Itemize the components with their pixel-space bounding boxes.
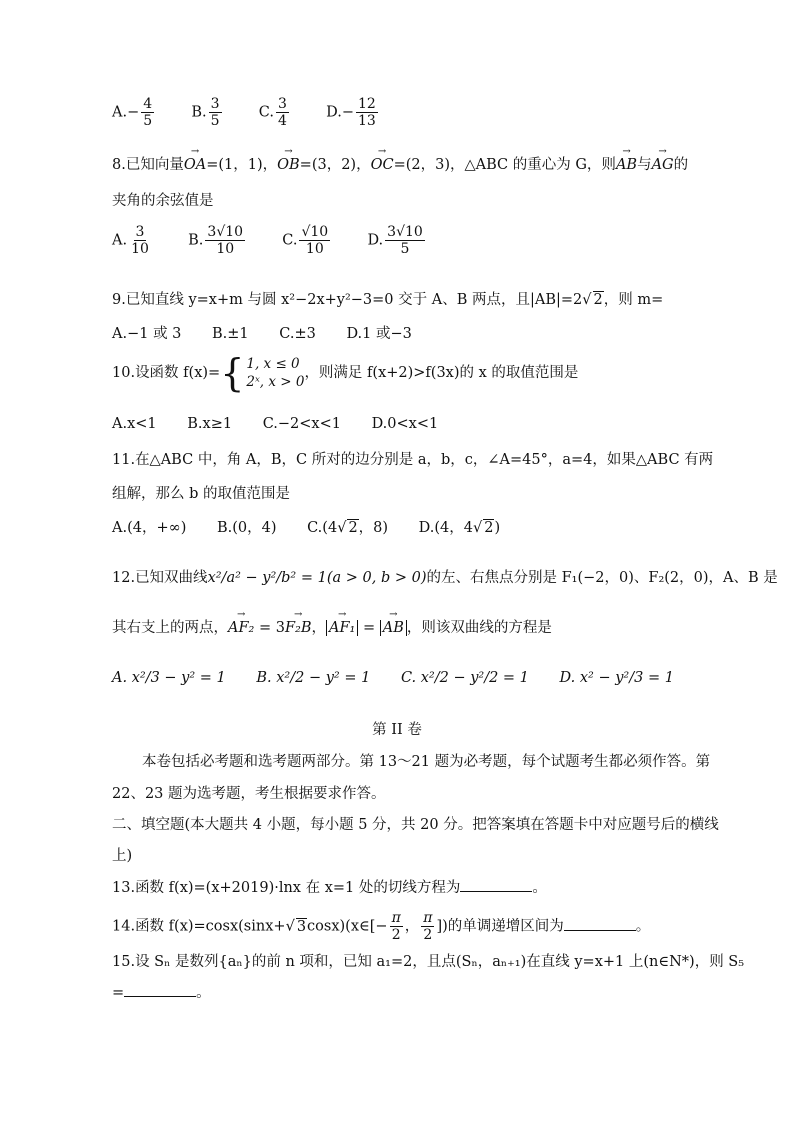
q8-option-a-label: A. bbox=[112, 232, 128, 249]
q9-stem bbox=[112, 288, 663, 309]
q11-option-d-part2: ) bbox=[494, 520, 501, 536]
q8-option-b-label: B. bbox=[188, 232, 204, 249]
q12-text-1: 已知双曲线 bbox=[135, 570, 208, 586]
q10-stem bbox=[112, 351, 579, 395]
q14-frac-1-num: π bbox=[391, 910, 401, 926]
q10-case-2: 2ˣ, x > 0 bbox=[246, 374, 305, 390]
q9-option-a: A.−1 或 3 bbox=[112, 326, 182, 342]
q14-frac-1 bbox=[390, 910, 403, 943]
q7-option-c-frac bbox=[276, 96, 289, 129]
q12-option-c: C. x²/2 − y²/2 = 1 bbox=[400, 670, 529, 686]
q12-hyperbola-equation: x²/a² − y²/b² = 1(a > 0, b > 0) bbox=[207, 570, 427, 586]
q7-option-d-label: D. bbox=[326, 104, 342, 121]
q14-stem: 14.函数 f(x)=cosx(sinx+√ 3cosx)(x∈[− $\frac{\pi}{2}$ ， $\frac{\pi}{2}$ ])的单调递增区间为 。 bbox=[112, 910, 651, 944]
part2-intro-line2: 22、23 题为选考题，考生根据要求作答。 bbox=[112, 786, 386, 802]
q9-number: 9. bbox=[112, 292, 126, 308]
q11-option-c-part2: ，8) bbox=[358, 520, 389, 536]
q12-number: 12. bbox=[112, 570, 136, 586]
q8-vector-ab: → AB bbox=[616, 157, 637, 173]
q12-option-a: A. x²/3 − y² = 1 bbox=[112, 670, 226, 686]
q10-option-a: A.x<1 bbox=[112, 416, 157, 432]
q12-stem-line2 bbox=[112, 616, 552, 637]
q15-equals: = bbox=[112, 985, 125, 1001]
q12-text-4: ，则该双曲线的方程是 bbox=[406, 620, 552, 636]
q7-option-d-den: 13 bbox=[358, 113, 376, 130]
q10-text-1: 设函数 f(x)= bbox=[135, 365, 221, 381]
q12-abs-ab bbox=[380, 620, 407, 636]
q8-options bbox=[112, 224, 427, 257]
q11-option-d-radicand: 2 bbox=[484, 520, 494, 536]
q10-case-1: 1, x ≤ 0 bbox=[246, 355, 300, 372]
q7-option-b-num: 3 bbox=[210, 96, 220, 112]
q8-stem-line2: 夹角的余弦值是 bbox=[112, 193, 214, 209]
q8-vector-ob: → OB bbox=[277, 157, 300, 173]
q9-sqrt: √ 2 bbox=[582, 292, 603, 308]
q10-options bbox=[112, 416, 438, 432]
q8-text-1: 已知向量 bbox=[125, 157, 184, 173]
q11-option-d: D.(4，4√ 2) bbox=[418, 520, 501, 536]
q7-option-b-label: B. bbox=[191, 104, 207, 121]
q8-text-6: 的 bbox=[673, 157, 689, 173]
q14-end: 。 bbox=[635, 918, 651, 935]
q8-vector-ag: → AG bbox=[652, 157, 674, 173]
q12-text-2: 的左、右焦点分别是 F₁(−2，0)、F₂(2，0)，A、B 是 bbox=[426, 570, 778, 586]
q14-frac-1-den: 2 bbox=[391, 927, 401, 944]
q10-brace-icon: { bbox=[220, 351, 245, 395]
q13-text: 函数 f(x)=(x+2019)·lnx 在 x=1 处的切线方程为 bbox=[135, 880, 461, 896]
q7-option-d-frac bbox=[356, 96, 378, 129]
q7-option-c-num: 3 bbox=[277, 96, 287, 112]
q10-number: 10. bbox=[112, 365, 136, 381]
q12-vector-ab: → AB bbox=[383, 620, 404, 636]
q14-frac-2-den: 2 bbox=[423, 927, 433, 944]
q8-text-2: =(1，1)， bbox=[206, 157, 278, 173]
q7-option-a-num: 4 bbox=[143, 96, 153, 112]
q11-option-c-radicand: 2 bbox=[348, 520, 358, 536]
q8-option-c-num: √10 bbox=[301, 224, 329, 240]
q12-vector-af1: → AF₁ bbox=[329, 620, 355, 636]
q8-text-3: =(3，2)， bbox=[299, 157, 371, 173]
q11-stem-line1 bbox=[112, 448, 713, 469]
q13-end: 。 bbox=[532, 880, 547, 896]
part2-title: 第 II 卷 bbox=[372, 722, 422, 738]
q7-option-d-sign: − bbox=[341, 104, 354, 121]
q11-option-c: C.(4√ 2，8) bbox=[307, 520, 389, 536]
q12-text-3: 其右支上的两点， bbox=[112, 620, 228, 636]
q8-text-5: 与 bbox=[637, 157, 652, 173]
q8-option-c-label: C. bbox=[282, 232, 298, 249]
q14-frac-2 bbox=[421, 910, 434, 943]
q15-text-1: 设 Sₙ 是数列{aₙ}的前 n 项和，已知 a₁=2，且点(Sₙ，aₙ₊₁)在直线 y=x+1 上(n∈N*)，则 S₅ bbox=[135, 954, 745, 970]
q8-option-d-label: D. bbox=[367, 232, 384, 249]
q8-option-c-den: 10 bbox=[305, 241, 324, 258]
q8-vector-oc: → OC bbox=[371, 157, 394, 173]
q13-answer-blank[interactable] bbox=[460, 877, 532, 892]
q12-equals: = bbox=[358, 620, 380, 636]
q12-vector-f2b: → F₂B bbox=[285, 620, 312, 636]
q12-options bbox=[112, 670, 674, 686]
q9-option-c: C.±3 bbox=[279, 326, 316, 342]
q9-option-d: D.1 或−3 bbox=[346, 326, 412, 342]
q7-option-c-label: C. bbox=[258, 104, 274, 121]
q13-stem bbox=[112, 876, 547, 897]
q15-stem-line2 bbox=[112, 981, 211, 1002]
q14-sqrt-radicand: 3 bbox=[296, 918, 307, 935]
part2-intro-line1: 本卷包括必考题和选考题两部分。第 13～21 题为必考题，每个试题考生都必须作答。第 bbox=[142, 754, 711, 770]
q12-equals-3: = 3 bbox=[254, 620, 285, 636]
q7-option-a-den: 5 bbox=[143, 113, 153, 130]
q8-option-a-den: 10 bbox=[131, 241, 149, 258]
q7-options bbox=[112, 96, 380, 129]
q10-piecewise bbox=[220, 351, 305, 395]
section-heading-line1: 二、填空题(本大题共 4 小题，每小题 5 分，共 20 分。把答案填在答题卡中对应题号后的横线 bbox=[112, 817, 719, 833]
q8-option-d-den: 5 bbox=[400, 241, 410, 258]
q11-option-d-part1: D.(4，4 bbox=[418, 520, 473, 536]
q7-option-b-frac bbox=[209, 96, 222, 129]
q10-option-c: C.−2<x<1 bbox=[262, 416, 341, 432]
q9-text-2: ，则 m= bbox=[603, 292, 664, 308]
q9-text-1: 已知直线 y=x+m 与圆 x²−2x+y²−3=0 交于 A、B 两点，且|AB|=2 bbox=[125, 292, 583, 308]
q10-option-d: D.0<x<1 bbox=[371, 416, 439, 432]
q8-option-c-frac bbox=[299, 224, 330, 257]
q8-stem-line1 bbox=[112, 153, 688, 174]
q12-option-d: D. x² − y²/3 = 1 bbox=[559, 670, 674, 686]
q8-vector-oa: → OA bbox=[184, 157, 206, 173]
q12-option-b: B. x²/2 − y² = 1 bbox=[256, 670, 371, 686]
q15-number: 15. bbox=[112, 954, 136, 970]
q14-text-4: ])的单调递增区间为 bbox=[436, 918, 564, 935]
q8-option-b-den: 10 bbox=[216, 241, 235, 258]
q11-option-a: A.(4，+∞) bbox=[112, 520, 187, 536]
q8-option-a-frac bbox=[129, 224, 151, 257]
q15-answer-blank[interactable] bbox=[124, 982, 196, 997]
q9-options bbox=[112, 322, 412, 343]
q14-text-2: cosx)(x∈[− bbox=[307, 918, 388, 935]
q12-vector-af2: → AF₂ bbox=[228, 620, 254, 636]
q10-option-b: B.x≥1 bbox=[187, 416, 233, 432]
q7-option-d-num: 12 bbox=[358, 96, 376, 112]
q7-option-a-frac bbox=[141, 96, 154, 129]
q8-option-d-frac bbox=[385, 224, 425, 257]
q11-option-c-part1: C.(4 bbox=[307, 520, 338, 536]
q11-text-1: 在△ABC 中，角 A，B，C 所对的边分别是 a，b，c，∠A=45°，a=4，如果△ABC 有两 bbox=[135, 452, 714, 468]
q12-stem-line1 bbox=[112, 566, 778, 587]
q15-stem-line1 bbox=[112, 950, 744, 971]
q12-separator: ， bbox=[311, 620, 326, 636]
q14-answer-blank[interactable] bbox=[564, 916, 636, 931]
q7-option-c-den: 4 bbox=[277, 113, 287, 130]
q14-text-1: 函数 f(x)=cosx(sinx+ bbox=[135, 918, 286, 935]
q7-option-a-sign: − bbox=[127, 104, 140, 121]
q9-option-b: B.±1 bbox=[212, 326, 249, 342]
q7-option-a-label: A. bbox=[112, 104, 128, 121]
q14-text-3: ， bbox=[404, 918, 420, 935]
q8-option-a-num: 3 bbox=[135, 224, 145, 240]
q12-abs-af1 bbox=[326, 620, 358, 636]
q11-options bbox=[112, 516, 500, 537]
q13-number: 13. bbox=[112, 880, 136, 896]
q11-number: 11. bbox=[112, 452, 136, 468]
q11-stem-line2: 组解，那么 b 的取值范围是 bbox=[112, 486, 290, 502]
q7-option-b-den: 5 bbox=[210, 113, 220, 130]
q14-number: 14. bbox=[112, 918, 136, 935]
q9-sqrt-radicand: 2 bbox=[593, 292, 603, 308]
q11-option-b: B.(0，4) bbox=[216, 520, 277, 536]
section-heading-line2: 上) bbox=[112, 848, 133, 864]
q10-text-2: ，则满足 f(x+2)>f(3x)的 x 的取值范围是 bbox=[304, 365, 579, 381]
q8-option-b-num: 3√10 bbox=[207, 224, 244, 240]
q15-end: 。 bbox=[196, 985, 211, 1001]
q8-number: 8. bbox=[112, 157, 126, 173]
q8-option-d-num: 3√10 bbox=[387, 224, 423, 240]
q8-option-b-frac bbox=[205, 224, 245, 257]
q8-text-4: =(2，3)，△ABC 的重心为 G，则 bbox=[393, 157, 616, 173]
q14-frac-2-num: π bbox=[423, 910, 433, 926]
